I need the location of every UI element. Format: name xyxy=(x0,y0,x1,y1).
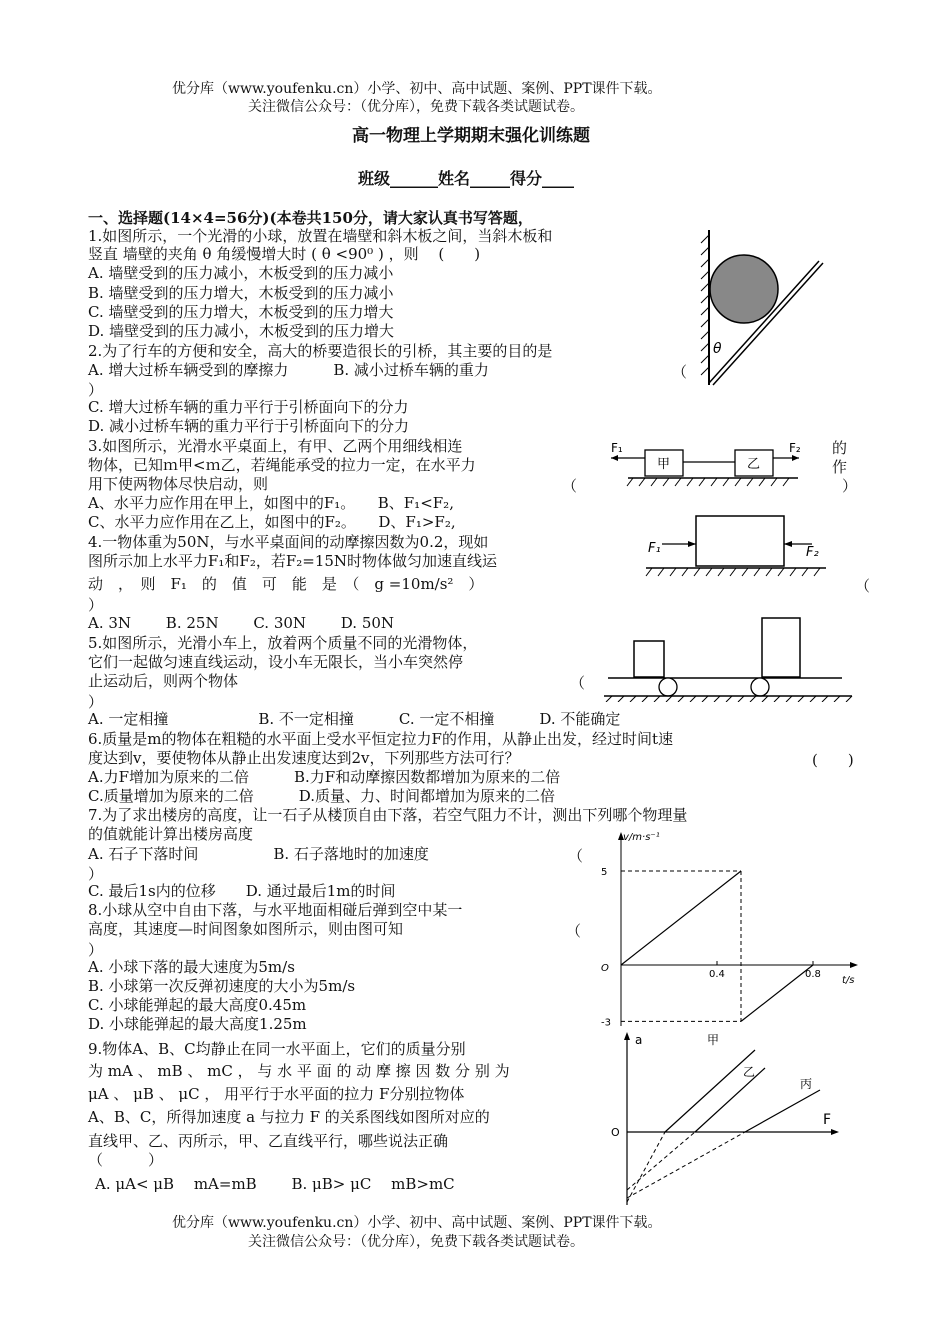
q6-option-cd: C.质量增加为原来的二倍 D.质量、力、时间都增加为原来的二倍 xyxy=(88,787,555,805)
series-line-2 xyxy=(741,965,813,1021)
q7-option-ab: A. 石子下落时间 B. 石子落地时的加速度 xyxy=(88,845,429,863)
footer-line-2: 关注微信公众号：（优分库），免费下载各类试题试卷。 xyxy=(248,1234,584,1250)
q4-stem-1: 4.一物体重为50N，与水平桌面间的动摩擦因数为0.2，现如 xyxy=(88,533,489,551)
y-tick-label: 5 xyxy=(601,867,608,878)
y-axis-label: v/m·s⁻¹ xyxy=(623,832,660,843)
q3-stem-3: 用下使两物体尽快启动，则 xyxy=(88,475,269,493)
x-axis-label: t/s xyxy=(842,975,855,986)
q6-option-ab: A.力F增加为原来的二倍 B.力F和动摩擦因数都增加为原来的二倍 xyxy=(88,768,561,786)
q9-yi-label: 乙 xyxy=(743,1065,756,1079)
q5-paren-close: ） xyxy=(88,693,104,711)
q1-theta-label: θ xyxy=(713,341,722,357)
q9-stem-5: 直线甲、乙、丙所示，甲、乙直线平行，哪些说法正确 xyxy=(88,1132,449,1150)
series-line-1 xyxy=(621,871,741,965)
y-tick-label: -3 xyxy=(601,1017,611,1029)
q2-stem: 2.为了行车的方便和安全，高大的桥要造很长的引桥，其主要的目的是 xyxy=(88,342,553,360)
q9-stem-4: A、B、C，所得加速度 a 与拉力 F 的关系图线如图所对应的 xyxy=(88,1108,490,1126)
q6-stem-1: 6.质量是m的物体在粗糙的水平面上受水平恒定拉力F的作用，从静止出发，经过时间t速 xyxy=(88,730,673,748)
line-jia xyxy=(665,1050,755,1132)
q4-f1-label: F₁ xyxy=(648,541,661,556)
q8-option-c: C. 小球能弹起的最大高度0.45m xyxy=(88,996,307,1014)
vt-chart xyxy=(596,826,866,1036)
q9-option-ab: A. μA< μB mA=mB B. μB> μC mB>mC xyxy=(95,1175,455,1193)
q1-option-d: D. 墙壁受到的压力减小，木板受到的压力增大 xyxy=(88,322,395,340)
q7-option-cd: C. 最后1s内的位移 D. 通过最后1m的时间 xyxy=(88,882,396,900)
q5-stem-3: 止运动后，则两个物体 xyxy=(88,672,239,690)
q3-f2-label: F₂ xyxy=(789,441,801,455)
q9-origin-label: O xyxy=(611,1126,620,1139)
q8-paren-open: （ xyxy=(566,922,582,940)
q9-figure xyxy=(605,1030,850,1210)
q9-stem-1: 9.物体A、B、C均静止在同一水平面上，它们的质量分别 xyxy=(88,1040,466,1058)
q3-paren-open: （ xyxy=(562,477,578,495)
x-tick-label: 0.4 xyxy=(709,969,725,980)
header-line-2: 关注微信公众号：（优分库），免费下载各类试题试卷。 xyxy=(248,99,584,115)
q8-option-b: B. 小球第一次反弹初速度的大小为5m/s xyxy=(88,977,356,995)
q8-stem-2: 高度，其速度—时间图象如图所示，则由图可知 xyxy=(88,920,404,938)
q8-paren-close: ） xyxy=(88,941,104,959)
q1-stem-1: 1.如图所示，一个光滑的小球，放置在墙壁和斜木板之间，当斜木板和 xyxy=(88,227,553,245)
header-line-1: 优分库（www.youfenku.cn）小学、初中、高中试题、案例、PPT课件下载。 xyxy=(172,81,662,97)
q5-stem-2: 它们一起做匀速直线运动，设小车无限长，当小车突然停 xyxy=(88,653,464,671)
q7-paren-close: ） xyxy=(88,865,104,883)
q9-bing-label: 丙 xyxy=(800,1077,813,1091)
q2-option-c: C. 增大过桥车辆的重力平行于引桥面向下的分力 xyxy=(88,398,409,416)
q8-stem-1: 8.小球从空中自由下落，与水平地面相碰后弹到空中某一 xyxy=(88,901,463,919)
q4-stem-2: 图所示加上水平力F₁和F₂，若F₂=15N时物体做匀加速直线运 xyxy=(88,552,498,570)
q3-right-1: 的 xyxy=(832,439,848,457)
q7-stem-2: 的值就能计算出楼房高度 xyxy=(88,825,254,843)
q9-stem-3: μA 、 μB 、 μC ， 用平行于水平面的拉力 F分别拉物体 xyxy=(88,1085,465,1103)
q5-stem-1: 5.如图所示，光滑小车上，放着两个质量不同的光滑物体， xyxy=(88,634,478,652)
q3-stem-1: 3.如图所示，光滑水平桌面上，有甲、乙两个用细线相连 xyxy=(88,437,463,455)
q7-stem-1: 7.为了求出楼房的高度，让一石子从楼顶自由下落，若空气阻力不计，测出下列哪个物理量 xyxy=(88,806,688,824)
q8-option-d: D. 小球能弹起的最大高度1.25m xyxy=(88,1015,307,1033)
wheel-left xyxy=(659,678,677,696)
q4-figure xyxy=(640,510,830,588)
q5-paren-open: （ xyxy=(570,674,586,692)
q1-option-c: C. 墙壁受到的压力增大，木板受到的压力增大 xyxy=(88,303,394,321)
q3-right-2: 作 xyxy=(832,458,848,476)
q9-stem-2: 为 mA 、 mB 、 mC ， 与 水 平 面 的 动 摩 擦 因 数 分 别 为 xyxy=(88,1062,510,1080)
wheel-right xyxy=(751,678,769,696)
q5-figure xyxy=(600,612,855,702)
q9-jia-label: 甲 xyxy=(707,1033,720,1047)
q5-options: A. 一定相撞 B. 不一定相撞 C. 一定不相撞 D. 不能确定 xyxy=(88,710,621,728)
info-line: 班级______姓名_____得分____ xyxy=(358,169,575,188)
q7-paren-open: （ xyxy=(568,847,584,865)
q6-stem-2: 度达到v，要使物体从静止出发速度达到2v，下列那些方法可行？ xyxy=(88,749,520,767)
q4-f2-label: F₂ xyxy=(806,545,819,560)
x-tick-label: 0.8 xyxy=(805,969,821,980)
q9-a-label: a xyxy=(635,1033,643,1047)
q1-option-b: B. 墙壁受到的压力增大，木板受到的压力减小 xyxy=(88,284,394,302)
q4-paren-close: ） xyxy=(88,596,104,614)
ball-shape xyxy=(710,255,778,323)
q3-stem-2: 物体，已知ｍ甲<ｍ乙，若绳能承受的拉力一定，在水平力 xyxy=(88,456,476,474)
q3-option-ab: A、水平力应作用在甲上，如图中的F₁。 B、F₁<F₂, xyxy=(88,494,454,512)
q2-paren-open: （ xyxy=(672,363,688,381)
q2-paren-close: ） xyxy=(88,381,104,399)
large-block xyxy=(762,618,800,677)
footer-line-1: 优分库（www.youfenku.cn）小学、初中、高中试题、案例、PPT课件下载。 xyxy=(172,1215,662,1231)
q1-stem-2: 竖直 墙壁的夹角 θ 角缓慢增大时 ( θ <90⁰ ) ，则 ( ) xyxy=(88,245,481,263)
page-title: 高一物理上学期期末强化训练题 xyxy=(352,126,590,146)
q9-f-label: F xyxy=(823,1112,832,1128)
small-block xyxy=(634,641,664,677)
section-heading: 一、选择题(14×4=56分)(本卷共150分，请大家认真书写答题， xyxy=(88,209,533,227)
q2-option-ab: A. 增大过桥车辆受到的摩擦力 B. 减小过桥车辆的重力 xyxy=(88,361,489,379)
origin-label: O xyxy=(601,963,609,974)
q3-yi-label: 乙 xyxy=(747,457,761,472)
q1-figure xyxy=(695,225,830,390)
q1-option-a: A. 墙壁受到的压力减小，木板受到的压力减小 xyxy=(88,264,394,282)
line-bing xyxy=(745,1090,820,1132)
q4-paren-open: （ xyxy=(855,577,871,595)
block-shape xyxy=(696,516,784,566)
q3-option-cd: C、水平力应作用在乙上，如图中的F₂。 D、F₁>F₂, xyxy=(88,513,456,531)
q2-option-d: D. 减小过桥车辆的重力平行于引桥面向下的分力 xyxy=(88,417,410,435)
q3-jia-label: 甲 xyxy=(657,457,671,472)
q8-option-a: A. 小球下落的最大速度为5m/s xyxy=(88,958,295,976)
q4-stem-3: 动 ， 则 F₁ 的 值 可 能 是 （ g =10m/s² ） xyxy=(88,575,484,593)
q9-paren: （ ） xyxy=(88,1151,164,1169)
q3-figure xyxy=(603,438,803,494)
q3-paren-close: ） xyxy=(842,477,858,495)
q6-paren: ( ) xyxy=(812,751,854,769)
q4-options: A. 3N B. 25N C. 30N D. 50N xyxy=(88,614,395,632)
q3-f1-label: F₁ xyxy=(611,441,623,455)
